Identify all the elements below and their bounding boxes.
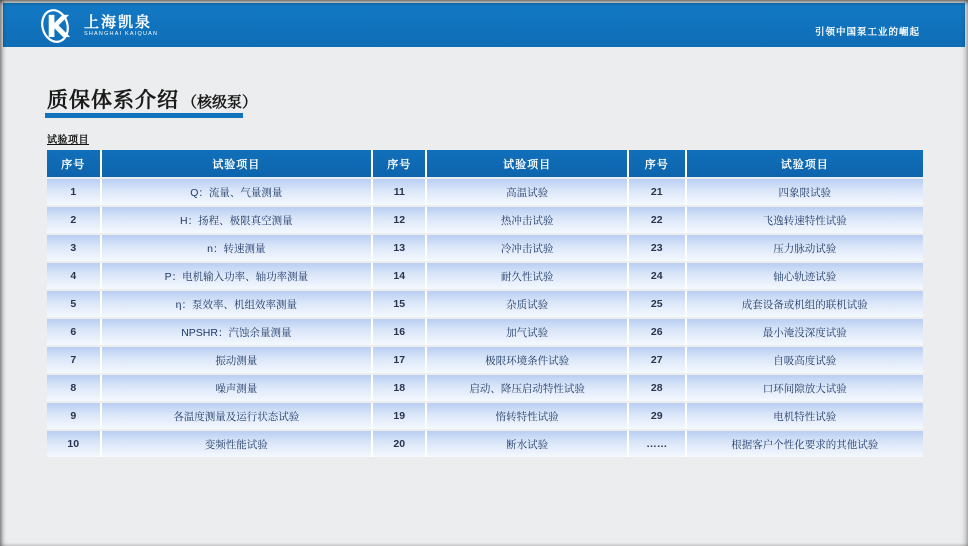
test-item-cell: 成套设备或机组的联机试验 [685, 291, 923, 317]
row-number-cell: …… [627, 431, 685, 457]
row-number-cell: 8 [47, 375, 100, 401]
test-item-cell: 轴心轨迹试验 [685, 263, 923, 289]
row-number-cell: 21 [627, 179, 685, 205]
row-number-cell: 24 [627, 263, 685, 289]
row-number-cell: 5 [47, 291, 100, 317]
col-header-item-1: 试验项目 [100, 150, 372, 177]
test-item-cell: 自吸高度试验 [685, 347, 923, 373]
row-number-cell: 23 [627, 235, 685, 261]
col-header-seq-3: 序号 [627, 150, 685, 177]
row-number-cell: 18 [371, 375, 425, 401]
test-table-body [47, 179, 923, 457]
row-number-cell: 27 [627, 347, 685, 373]
row-number-cell: 22 [627, 207, 685, 233]
test-item-cell: 四象限试验 [685, 179, 923, 205]
title-underline-bar [45, 113, 243, 118]
row-number-cell: 4 [47, 263, 100, 289]
test-item-cell: 启动、降压启动特性试验 [425, 375, 626, 401]
header-slogan: 引领中国泵工业的崛起 [814, 27, 920, 38]
table-row [47, 431, 923, 457]
test-item-cell: 根据客户个性化要求的其他试验 [685, 431, 923, 457]
test-item-cell: 噪声测量 [100, 375, 372, 401]
test-item-cell: 加气试验 [425, 319, 626, 345]
test-item-cell: 热冲击试验 [425, 207, 626, 233]
page-title [47, 84, 257, 114]
row-number-cell: 11 [371, 179, 425, 205]
test-item-cell: 口环间隙放大试验 [685, 375, 923, 401]
logo-text [84, 15, 158, 38]
logo-name-en: SHANGHAI KAIQUAN [84, 30, 159, 37]
col-header-item-2: 试验项目 [425, 150, 626, 177]
row-number-cell: 26 [627, 319, 685, 345]
row-number-cell: 9 [47, 403, 100, 429]
page-title-suffix: （核级泵） [182, 94, 258, 111]
test-item-cell: 各温度测量及运行状态试验 [100, 403, 372, 429]
table-row [47, 347, 923, 373]
col-header-item-3: 试验项目 [685, 150, 923, 177]
table-row [47, 319, 923, 345]
test-item-cell: 飞逸转速特性试验 [685, 207, 923, 233]
test-item-cell: 电机特性试验 [685, 403, 923, 429]
test-item-cell: 冷冲击试验 [425, 235, 626, 261]
test-item-cell: n：转速测量 [100, 235, 372, 261]
row-number-cell: 12 [371, 207, 425, 233]
kaiquan-logo-icon [38, 7, 80, 45]
row-number-cell: 28 [627, 375, 685, 401]
row-number-cell: 13 [371, 235, 425, 261]
test-item-cell: 耐久性试验 [425, 263, 626, 289]
row-number-cell: 6 [47, 319, 100, 345]
page-title-main: 质保体系介绍 [47, 89, 179, 112]
test-item-cell: 惰转特性试验 [425, 403, 626, 429]
table-row [47, 207, 923, 233]
row-number-cell: 1 [47, 179, 100, 205]
row-number-cell: 16 [371, 319, 425, 345]
test-item-cell: 断水试验 [425, 431, 626, 457]
table-row [47, 291, 923, 317]
test-item-cell: η：泵效率、机组效率测量 [100, 291, 372, 317]
row-number-cell: 20 [371, 431, 425, 457]
test-items-table [47, 150, 923, 459]
table-row [47, 179, 923, 205]
test-item-cell: P：电机输入功率、轴功率测量 [100, 263, 372, 289]
row-number-cell: 29 [627, 403, 685, 429]
logo-name-cn: 上海凯泉 [84, 13, 153, 31]
test-item-cell: 变频性能试验 [100, 431, 372, 457]
test-item-cell: 极限环境条件试验 [425, 347, 626, 373]
test-item-cell: NPSHR：汽蚀余量测量 [100, 319, 372, 345]
test-item-cell: 振动测量 [100, 347, 372, 373]
row-number-cell: 17 [371, 347, 425, 373]
table-row [47, 235, 923, 261]
test-item-cell: 最小淹没深度试验 [685, 319, 923, 345]
table-row [47, 263, 923, 289]
table-row [47, 375, 923, 401]
test-item-cell: 压力脉动试验 [685, 235, 923, 261]
row-number-cell: 7 [47, 347, 100, 373]
test-item-cell: H：扬程、极限真空测量 [100, 207, 372, 233]
row-number-cell: 2 [47, 207, 100, 233]
row-number-cell: 14 [371, 263, 425, 289]
row-number-cell: 15 [371, 291, 425, 317]
test-item-cell: 杂质试验 [425, 291, 626, 317]
col-header-seq-1: 序号 [61, 158, 86, 171]
svg-text:K: K [46, 10, 70, 45]
test-item-cell: 高温试验 [425, 179, 626, 205]
section-label: 试验项目 [47, 135, 89, 146]
row-number-cell: 19 [371, 403, 425, 429]
table-header-row [47, 150, 923, 177]
row-number-cell: 25 [627, 291, 685, 317]
brand-header-bar [3, 3, 965, 47]
company-logo [38, 7, 158, 45]
test-item-cell: Q：流量、气量测量 [100, 179, 372, 205]
col-header-seq-2: 序号 [371, 150, 425, 177]
row-number-cell: 10 [47, 431, 100, 457]
table-row [47, 403, 923, 429]
row-number-cell: 3 [47, 235, 100, 261]
